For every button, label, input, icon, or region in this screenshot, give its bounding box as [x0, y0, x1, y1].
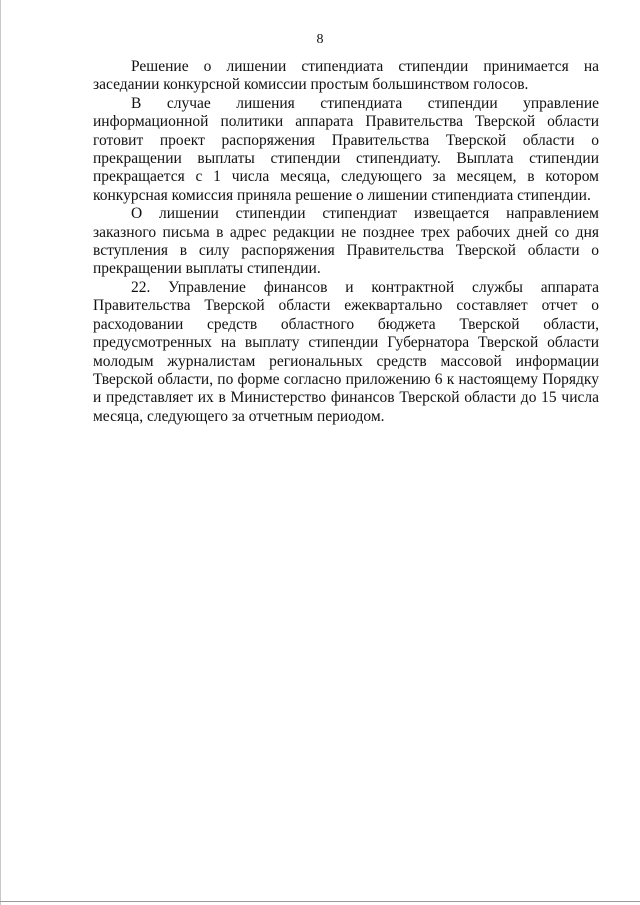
body-text: [93, 58, 599, 426]
paragraph-notification: О лишении стипендии стипендиат извещается направлением заказного письма в адрес редакции не позднее трех рабочих дней со дня вступления в силу распоряжения Правительства Тверской области о прекращении выплаты стипендии.: [93, 205, 599, 278]
paragraph-termination: В случае лишения стипендиата стипендии управление информационной политики аппарата Правительства Тверской области готовит проект распоряжения Правительства Тверской области о прекращении выплаты стипендии стипендиату. Выплата стипендии прекращается с 1 числа месяца, следующего за месяцем, в котором конкурсная комиссия приняла решение о лишении стипендиата стипендии.: [93, 94, 599, 204]
page-number: 8: [316, 32, 324, 47]
scan-bottom-edge: [0, 901, 640, 902]
scan-left-edge: [0, 0, 1, 905]
paragraph-item-22: 22. Управление финансов и контрактной службы аппарата Правительства Тверской области ежеквартально составляет отчет о расходовании средств областного бюджета Тверской области, предусмотренных на выплату стипендии Губернатора Тверской области молодым журналистам региональных средств массовой информации Тверской области, по форме согласно приложению 6 к настоящему Порядку и представляет их в Министерство финансов Тверской области до 15 числа месяца, следующего за отчетным периодом.: [93, 278, 599, 425]
paragraph-decision: Решение о лишении стипендиата стипендии принимается на заседании конкурсной комиссии простым большинством голосов.: [93, 58, 599, 94]
